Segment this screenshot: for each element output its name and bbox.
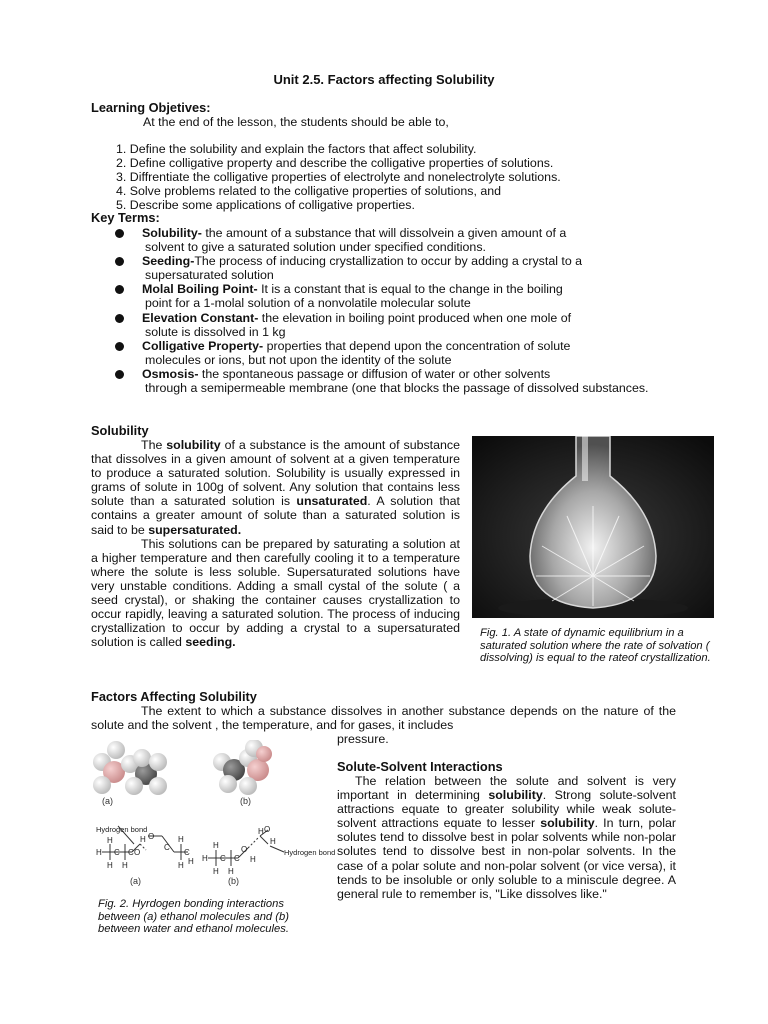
term-name: Molal Boiling Point- (142, 282, 258, 297)
water-ethanol-model-b (213, 740, 272, 795)
objective-item: 1. Define the solubility and explain the factors that affect solubility. (116, 142, 477, 156)
text-run: . Strong solute-solvent attractions equate to greater solubility while weak solute-solvent attractions equate to lesser (337, 788, 676, 831)
svg-text:H: H (107, 861, 113, 870)
svg-text:H: H (96, 848, 102, 857)
svg-text:O: O (148, 832, 155, 841)
term-name: Elevation Constant- (142, 310, 259, 325)
interactions-text (337, 774, 676, 901)
bold-run: solubility (488, 788, 543, 803)
text-run: The relation between the solute and solvent is very important in determining (337, 774, 676, 803)
key-terms-list (115, 226, 676, 395)
objective-item: 4. Solve problems related to the colligative properties of solutions, and (116, 184, 502, 198)
svg-text:O: O (241, 845, 248, 854)
key-term-item (115, 226, 676, 254)
svg-text:O: O (134, 848, 141, 857)
factors-text-end: pressure. (337, 732, 389, 746)
factors-text (91, 704, 676, 732)
key-term-item (115, 339, 676, 367)
solubility-text (91, 438, 460, 649)
svg-text:H: H (213, 867, 219, 876)
term-name: Solubility- (142, 226, 202, 240)
ethanol-model-a (93, 741, 167, 795)
key-term-item (115, 311, 676, 339)
bold-run: solubility (166, 438, 221, 452)
svg-text:H: H (228, 867, 234, 876)
text-run: . A solution that contains a greater amount of solute than a saturated solution is said to be (91, 494, 460, 537)
bullet-icon (115, 229, 124, 238)
bold-run: solubility (540, 816, 595, 831)
svg-text:H: H (258, 827, 264, 836)
interactions-heading: Solute-Solvent Interactions (337, 759, 503, 774)
svg-text:H: H (250, 855, 256, 864)
text-run: . In turn, polar solutes tend to dissolve best in polar solvents while non-polar solutes tend to dissolve best in non-polar solvents. In the case of a polar solute and non-polar solvent (or vice versa), it tends to be insoluble or only soluble to a miniscule degree. A general rule to remember is, "Like dissolves like." (337, 816, 677, 901)
svg-text:O: O (264, 825, 271, 834)
svg-text:H: H (178, 835, 184, 844)
key-term-item (115, 282, 676, 310)
term-definition-continued: solute is dissolved in 1 kg (145, 324, 286, 339)
term-definition-continued: solvent to give a saturated solution under specified conditions. (145, 240, 486, 255)
key-terms-heading: Key Terms: (91, 210, 160, 225)
svg-text:C: C (114, 848, 120, 857)
objectives-intro: At the end of the lesson, the students should be able to, (143, 115, 449, 129)
term-definition: properties that depend upon the concentration of solute (263, 338, 571, 353)
term-definition: the amount of a substance that will dissolvein a given amount of a (201, 226, 567, 240)
factors-heading: Factors Affecting Solubility (91, 689, 257, 704)
svg-text:H: H (270, 837, 276, 846)
solubility-paragraph-1 (91, 438, 460, 537)
text-run: This solutions can be prepared by saturating a solution at a higher temperature and then carefully cooling it to a temperature where the solute is less soluble. Supersaturated solutions have very unstable conditions. Adding a small cystal of the solute ( a seed crystal), or shaking the container causes crystallization to occur rapidly, leaving a saturated solution. The process of inducing crystallization to occur by adding a crystal to a supersaturated solution is called (91, 536, 460, 650)
fig1-caption: Fig. 1. A state of dynamic equilibrium in a saturated solution where the rate of solvation ( dissolving) is equal to the rateof crystallization. (480, 627, 711, 665)
fig2-caption: Fig. 2. Hyrdogen bonding interactions between (a) ethanol molecules and (b) between water and ethanol molecules. (98, 898, 289, 936)
term-definition-continued: point for a 1-molal solution of a nonvolatile molecular solute (145, 296, 471, 311)
bold-run: unsaturated (296, 494, 368, 509)
label-b: (b) (240, 796, 251, 806)
term-name: Colligative Property- (142, 338, 264, 353)
hydrogen-bond-label-b: Hydrogen bond (284, 848, 336, 857)
objective-item: 5. Describe some applications of colligative properties. (116, 198, 415, 212)
objectives-heading: Learning Objetives: (91, 100, 211, 115)
svg-text:C: C (184, 848, 190, 857)
interactions-paragraph (337, 774, 676, 901)
term-definition-continued: supersaturated solution (145, 268, 274, 283)
bullet-icon (115, 342, 124, 351)
bold-run: seeding. (185, 635, 236, 650)
term-definition: the elevation in boiling point produced when one mole of (258, 310, 572, 325)
svg-text:H: H (213, 841, 219, 850)
bullet-icon (115, 285, 124, 294)
svg-text:H: H (178, 861, 184, 870)
term-definition: the spontaneous passage or diffusion of water or other solvents (198, 366, 551, 381)
objective-item: 3. Diffrentiate the colligative properties of electrolyte and nonelectrolyte solutions. (116, 170, 561, 184)
objectives-list (116, 142, 561, 212)
svg-text:H: H (188, 857, 194, 866)
objective-item: 2. Define colligative property and describe the colligative properties of solutions. (116, 156, 554, 170)
hydrogen-bonding-figure (88, 740, 336, 896)
solubility-heading: Solubility (91, 423, 149, 438)
label-b-structural: (b) (228, 876, 239, 886)
bullet-icon (115, 370, 124, 379)
hydrogen-bond-label-a: Hydrogen bond (96, 825, 148, 834)
text-run: The (141, 438, 167, 452)
label-a: (a) (102, 796, 113, 806)
text-run: of a substance is the amount of substance that dissolves in a given amount of solvent at a given temperature to produce a saturated solution. Solubility is usually expressed in grams of solute in 100g of solvent. Any solution that contains less solute than a saturated solution is (91, 438, 460, 509)
flask-crystal-photo (472, 436, 714, 618)
svg-text:H: H (122, 861, 128, 870)
solubility-paragraph-2 (91, 537, 460, 650)
svg-text:H: H (140, 835, 146, 844)
term-name: Seeding- (142, 254, 195, 269)
term-definition-continued: through a semipermeable membrane (one that blocks the passage of dissolved substances. (145, 381, 649, 396)
factors-paragraph: The extent to which a substance dissolves in another substance depends on the nature of the solute and the solvent , the temperature, and for gases, it includes (91, 704, 676, 733)
svg-text:C: C (234, 854, 240, 863)
term-name: Osmosis- (142, 366, 199, 381)
svg-text:C: C (164, 843, 170, 852)
svg-text:H: H (107, 836, 113, 845)
key-term-item (115, 367, 676, 395)
page-title: Unit 2.5. Factors affecting Solubility (273, 72, 495, 87)
svg-text:C: C (128, 848, 134, 857)
term-definition: The process of inducing crystallization to occur by adding a crystal to a (194, 254, 583, 269)
bullet-icon (115, 314, 124, 323)
term-definition-continued: molecules or ions, but not upon the identity of the solute (145, 352, 452, 367)
svg-text:H: H (202, 854, 208, 863)
term-definition: It is a constant that is equal to the change in the boiling (257, 282, 563, 297)
label-a-structural: (a) (130, 876, 141, 886)
bullet-icon (115, 257, 124, 266)
bold-run: supersaturated. (148, 522, 242, 537)
key-term-item (115, 254, 676, 282)
svg-text:C: C (220, 854, 226, 863)
